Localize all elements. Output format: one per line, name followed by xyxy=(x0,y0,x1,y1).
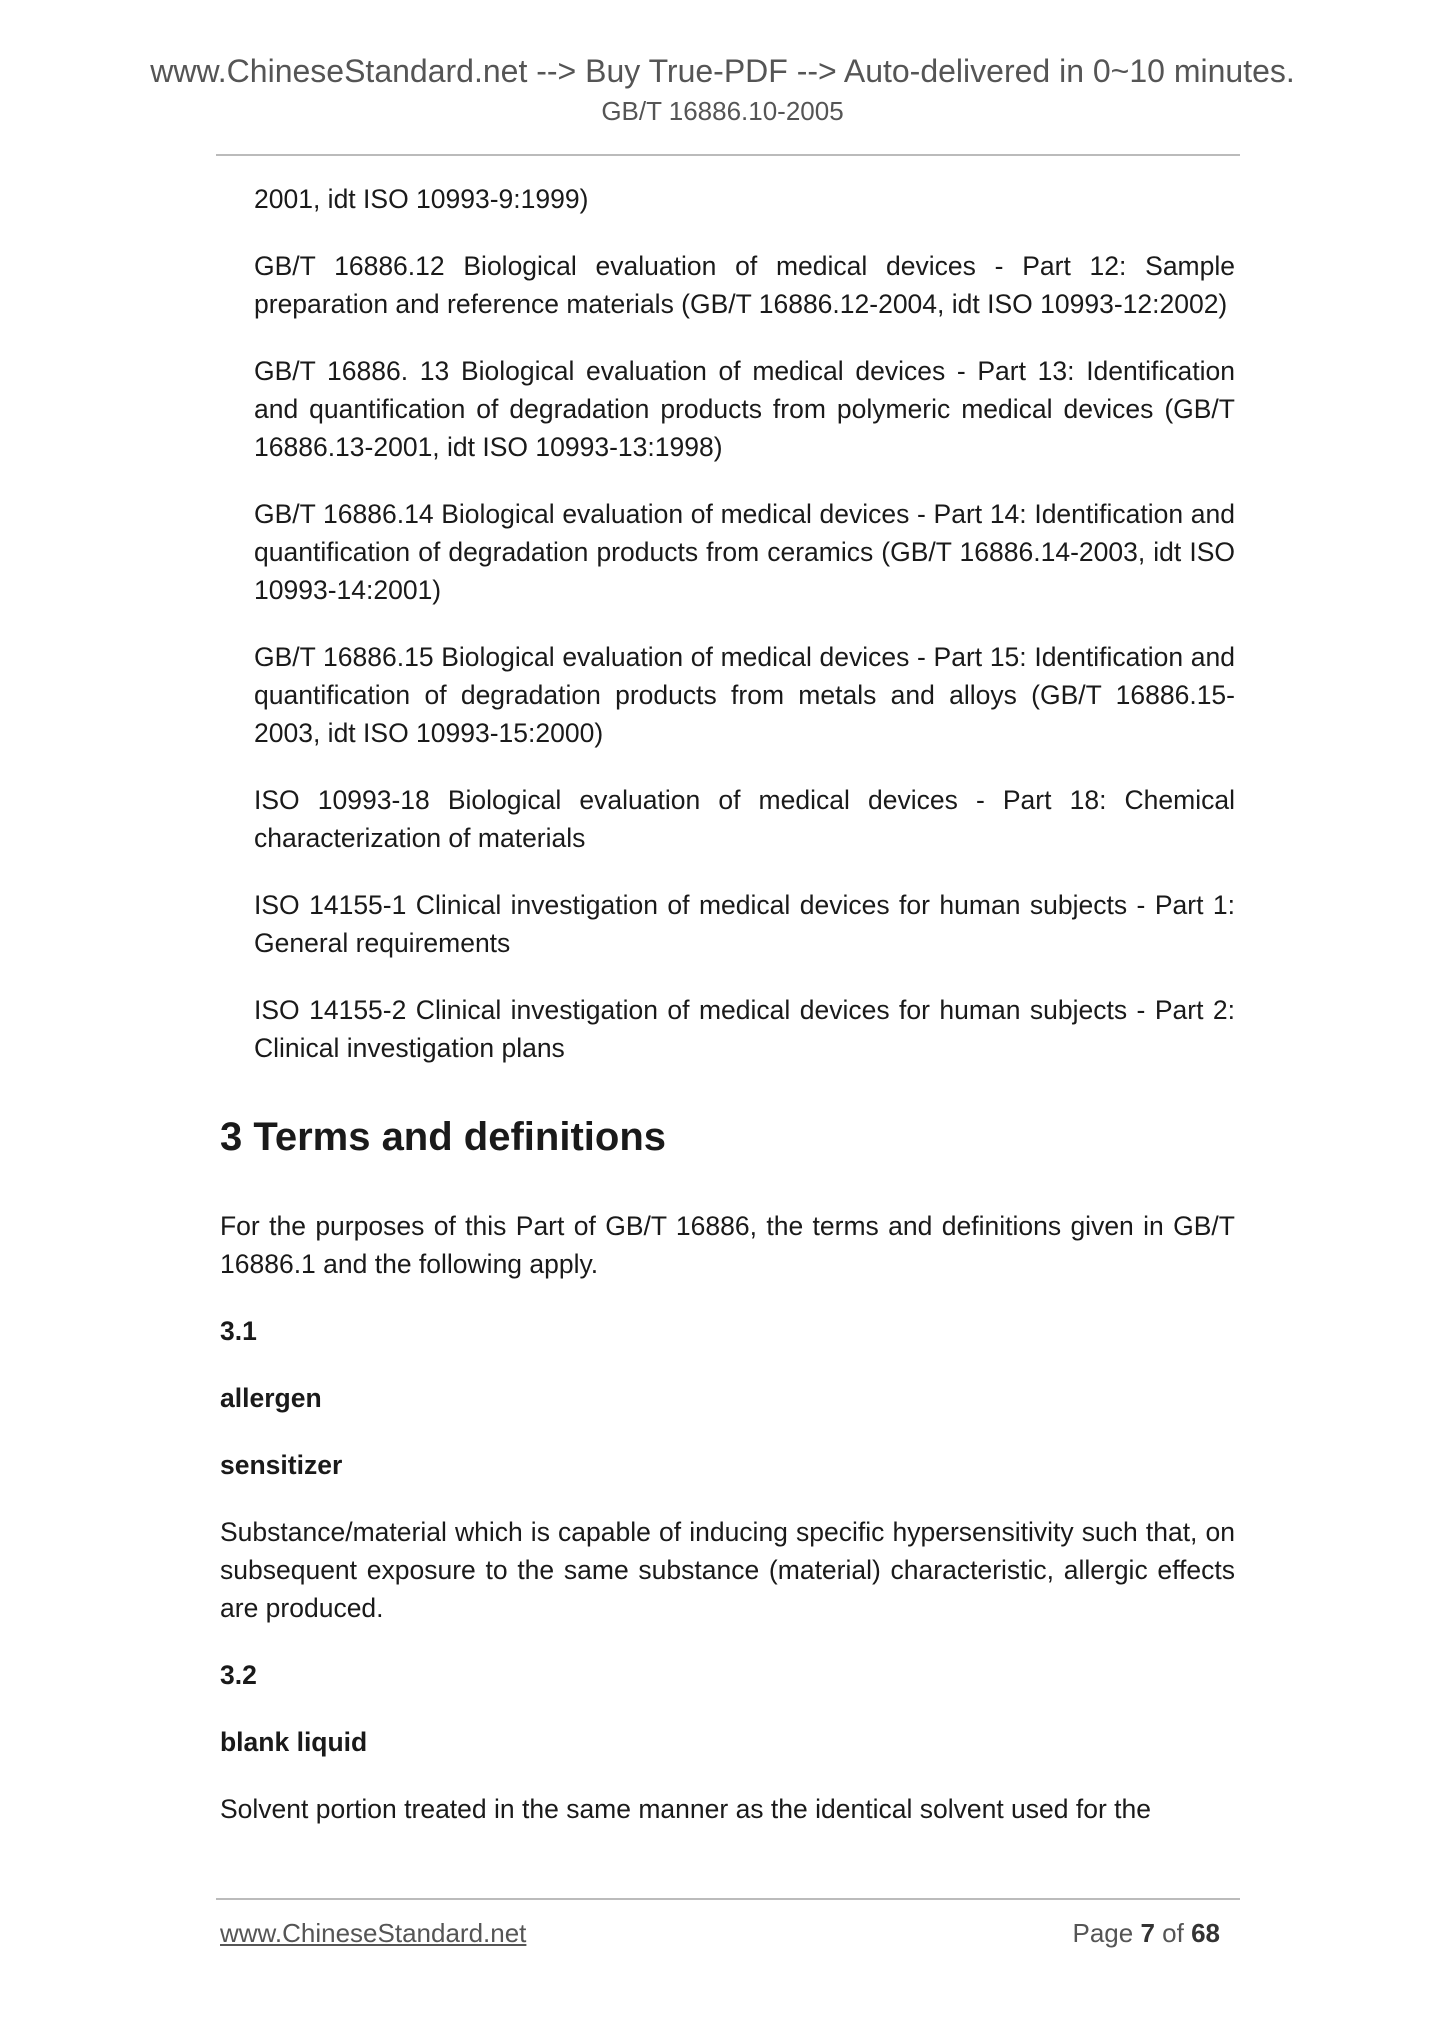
footer-site-link[interactable]: www.ChineseStandard.net xyxy=(220,1918,527,1948)
page-current: 7 xyxy=(1140,1918,1155,1948)
header-standard-id: GB/T 16886.10-2005 xyxy=(601,96,844,127)
term-definition: Solvent portion treated in the same manner as the identical solvent used for the xyxy=(220,1794,1151,1824)
term-number: 3.1 xyxy=(220,1316,257,1346)
section-heading: 3 Terms and definitions xyxy=(220,1115,666,1159)
reference-item: ISO 14155-2 Clinical investigation of medical devices for human subjects - Part 2: Clinical investigation plans xyxy=(254,995,1235,1063)
term-name: allergen xyxy=(220,1383,322,1413)
reference-item: GB/T 16886.14 Biological evaluation of medical devices - Part 14: Identification and quantification of degradation products from ceramics (GB/T 16886.14-2003, idt ISO 10993-14:2001) xyxy=(254,499,1235,605)
reference-item: 2001, idt ISO 10993-9:1999) xyxy=(254,184,589,214)
page-total: 68 xyxy=(1191,1918,1220,1948)
page-header xyxy=(0,52,1445,128)
reference-item: ISO 14155-1 Clinical investigation of medical devices for human subjects - Part 1: General requirements xyxy=(254,890,1235,958)
document-body xyxy=(220,180,1235,1857)
header-banner: www.ChineseStandard.net --> Buy True-PDF --> Auto-delivered in 0~10 minutes. xyxy=(150,53,1295,89)
term-name: blank liquid xyxy=(220,1727,368,1757)
reference-item: ISO 10993-18 Biological evaluation of medical devices - Part 18: Chemical characterization of materials xyxy=(254,785,1235,853)
section-intro: For the purposes of this Part of GB/T 16886, the terms and definitions given in GB/T 16886.1 and the following apply. xyxy=(220,1211,1235,1279)
term-synonym: sensitizer xyxy=(220,1450,343,1480)
footer-divider xyxy=(216,1898,1240,1900)
reference-item: GB/T 16886.15 Biological evaluation of medical devices - Part 15: Identification and quantification of degradation products from metals and alloys (GB/T 16886.15-2003, idt ISO 10993-15:2000) xyxy=(254,642,1235,748)
header-divider xyxy=(216,154,1240,156)
page-number xyxy=(1072,1918,1220,1949)
page-of: of xyxy=(1162,1918,1184,1948)
term-definition: Substance/material which is capable of inducing specific hypersensitivity such that, on subsequent exposure to the same substance (material) characteristic, allergic effects are produced. xyxy=(220,1517,1235,1623)
page-label: Page xyxy=(1072,1918,1134,1948)
term-number: 3.2 xyxy=(220,1660,257,1690)
reference-item: GB/T 16886. 13 Biological evaluation of medical devices - Part 13: Identification and quantification of degradation products from polymeric medical devices (GB/T 16886.13-2001, idt ISO 10993-13:1998) xyxy=(254,356,1235,462)
reference-item: GB/T 16886.12 Biological evaluation of medical devices - Part 12: Sample preparation and reference materials (GB/T 16886.12-2004, idt ISO 10993-12:2002) xyxy=(254,251,1235,319)
